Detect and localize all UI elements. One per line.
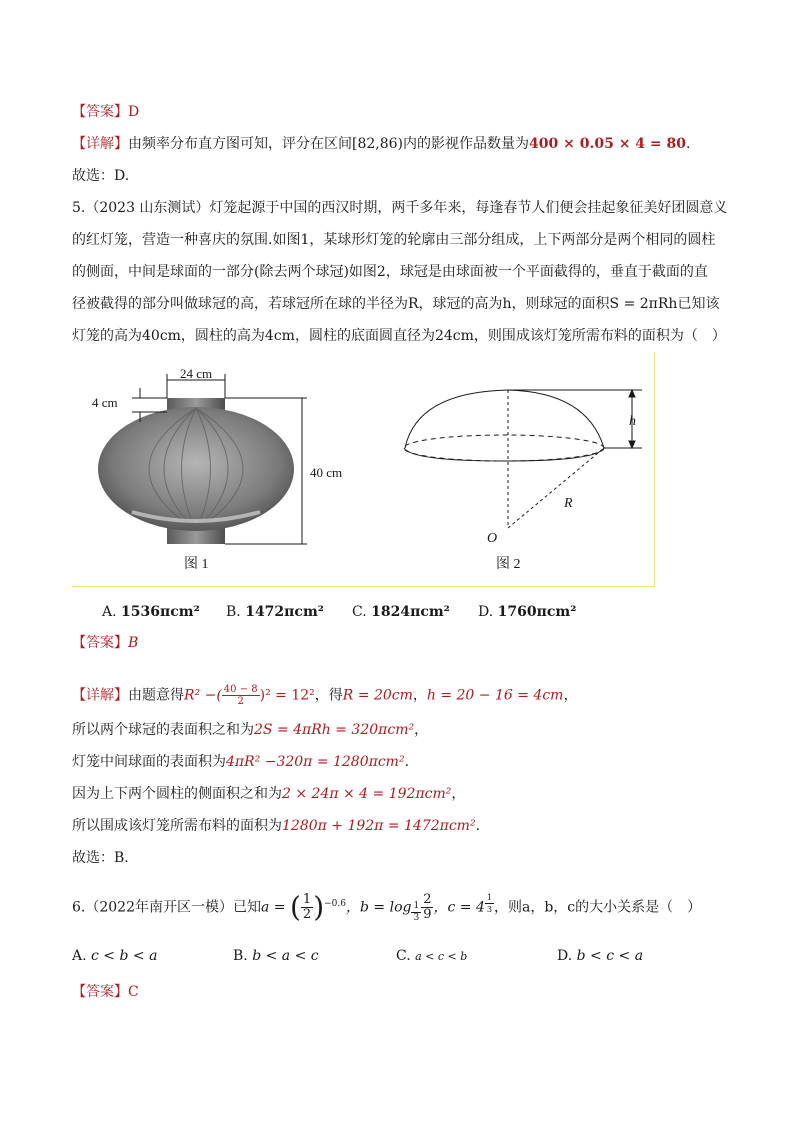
q5-detail-line-2: 所以两个球冠的表面积之和为2S = 4πRh = 320πcm²， — [72, 722, 429, 738]
fig1-label: 图 1 — [184, 557, 209, 572]
q6-answer-line — [72, 982, 139, 1002]
q5-choose-line: 故选：B. — [72, 850, 129, 866]
q4-answer-line — [72, 102, 139, 122]
answer-value: D — [128, 104, 140, 120]
q6-stem: 6.（2022年南开区一模）已知a = ( $\frac{1}{2})^{-0.6}$，b = log $_{\frac{1}{3}}$ $\frac{2}{9}$，c = 4 $^{\frac{1}{3}}$ ，则a，b，c的大小关系是（ ） — [72, 890, 702, 924]
cap-base-ellipse-back — [404, 435, 604, 461]
b-base-fraction: 1 3 — [413, 900, 420, 923]
q4-detail-line: 【详解】由频率分布直方图可知，评分在区间[82,86)内的影视作品数量为400 × 0.05 × 4 = 80. — [72, 136, 691, 152]
q5-stem-line-4: 径被截得的部分叫做球冠的高，若球冠所在球的半径为R，球冠的高为h，则球冠的面积S = 2πRh已知该 — [72, 296, 720, 312]
q6-option-d[interactable]: D. b < c < a — [557, 948, 644, 964]
fig2-O-label: O — [487, 531, 498, 546]
q5-stem-line-3: 的侧面，中间是球面的一部分(除去两个球冠)如图2，球冠是由球面被一个平面截得的，垂直于截面的直 — [72, 264, 708, 280]
fraction: $\frac{40 - 8}{2}$ — [223, 684, 258, 707]
figure-svg — [72, 352, 654, 586]
fig2-label: 图 2 — [496, 557, 521, 572]
fig1-height-dim: 40 cm — [310, 465, 343, 480]
detail-tag: 【详解】 — [72, 136, 128, 152]
q5-option-c[interactable]: C. 1824πcm² — [352, 604, 450, 620]
cap-base-ellipse-front — [404, 448, 604, 461]
answer-value: C — [128, 984, 139, 1000]
q6-option-a[interactable]: A. c < b < a — [72, 948, 158, 964]
fig2-R-label: R — [564, 496, 573, 511]
q4-choose-line: 故选：D. — [72, 168, 130, 184]
q5-stem-line-5: 灯笼的高为40cm，圆柱的高为4cm，圆柱的底面圆直径为24cm，则围成该灯笼所需布料的面积为（ ） — [72, 328, 726, 344]
q6-option-b[interactable]: B. b < a < c — [233, 948, 319, 964]
lantern-figure — [92, 366, 342, 572]
detail-text: 由频率分布直方图可知，评分在区间[82,86)内的影视作品数量为 — [128, 136, 530, 152]
q5-option-d[interactable]: D. 1760πcm² — [478, 604, 577, 620]
q5-detail-line-3: 灯笼中间球面的表面积为4πR² −320π = 1280πcm². — [72, 754, 410, 770]
fig2-h-label: h — [629, 414, 636, 429]
answer-tag: 【答案】 — [72, 984, 128, 1000]
q5-option-a[interactable]: A. 1536πcm² — [102, 604, 200, 620]
c-exp-fraction: 1 3 — [486, 893, 492, 914]
cap-arc — [405, 390, 604, 448]
answer-tag: 【答案】 — [72, 104, 128, 120]
q5-detail-line-4: 因为上下两个圆柱的侧面积之和为2 × 24π × 4 = 192πcm²， — [72, 786, 466, 802]
detail-expression: 400 × 0.05 × 4 = 80 — [529, 136, 686, 152]
q5-detail-line-5: 所以围成该灯笼所需布料的面积为1280π + 192π = 1472πcm². — [72, 818, 481, 834]
a-base-fraction: $\frac{1}{2}$ — [302, 892, 312, 923]
figure-box — [72, 352, 655, 587]
q5-detail-line-1: 【详解】由题意得R² −( $\frac{40 - 8}{2}$ )² = 12²，得R = 20cm，h = 20 − 16 = 4cm， — [72, 684, 578, 707]
fig1-top-dim: 24 cm — [180, 366, 213, 381]
fig1-side-dim: 4 cm — [92, 395, 118, 410]
b-arg-fraction: $\frac{2}{9}$ — [423, 892, 432, 923]
answer-tag: 【答案】 — [72, 635, 128, 651]
lantern-body — [98, 407, 294, 531]
q5-stem-line-1: 5.（2023 山东测试）灯笼起源于中国的西汉时期，两千多年来，每逢春节人们便会挂起象征美好团圆意义 — [72, 200, 728, 216]
spherical-cap-figure — [404, 390, 642, 528]
q5-option-b[interactable]: B. 1472πcm² — [226, 604, 324, 620]
q5-stem-line-2: 的红灯笼，营造一种喜庆的氛围.如图1，某球形灯笼的轮廓由三部分组成，上下两部分是两个相同的圆柱 — [72, 232, 716, 248]
q6-option-c[interactable]: C. a < c < b — [396, 948, 468, 964]
q5-answer-line — [72, 633, 138, 653]
answer-value: B — [128, 635, 139, 651]
